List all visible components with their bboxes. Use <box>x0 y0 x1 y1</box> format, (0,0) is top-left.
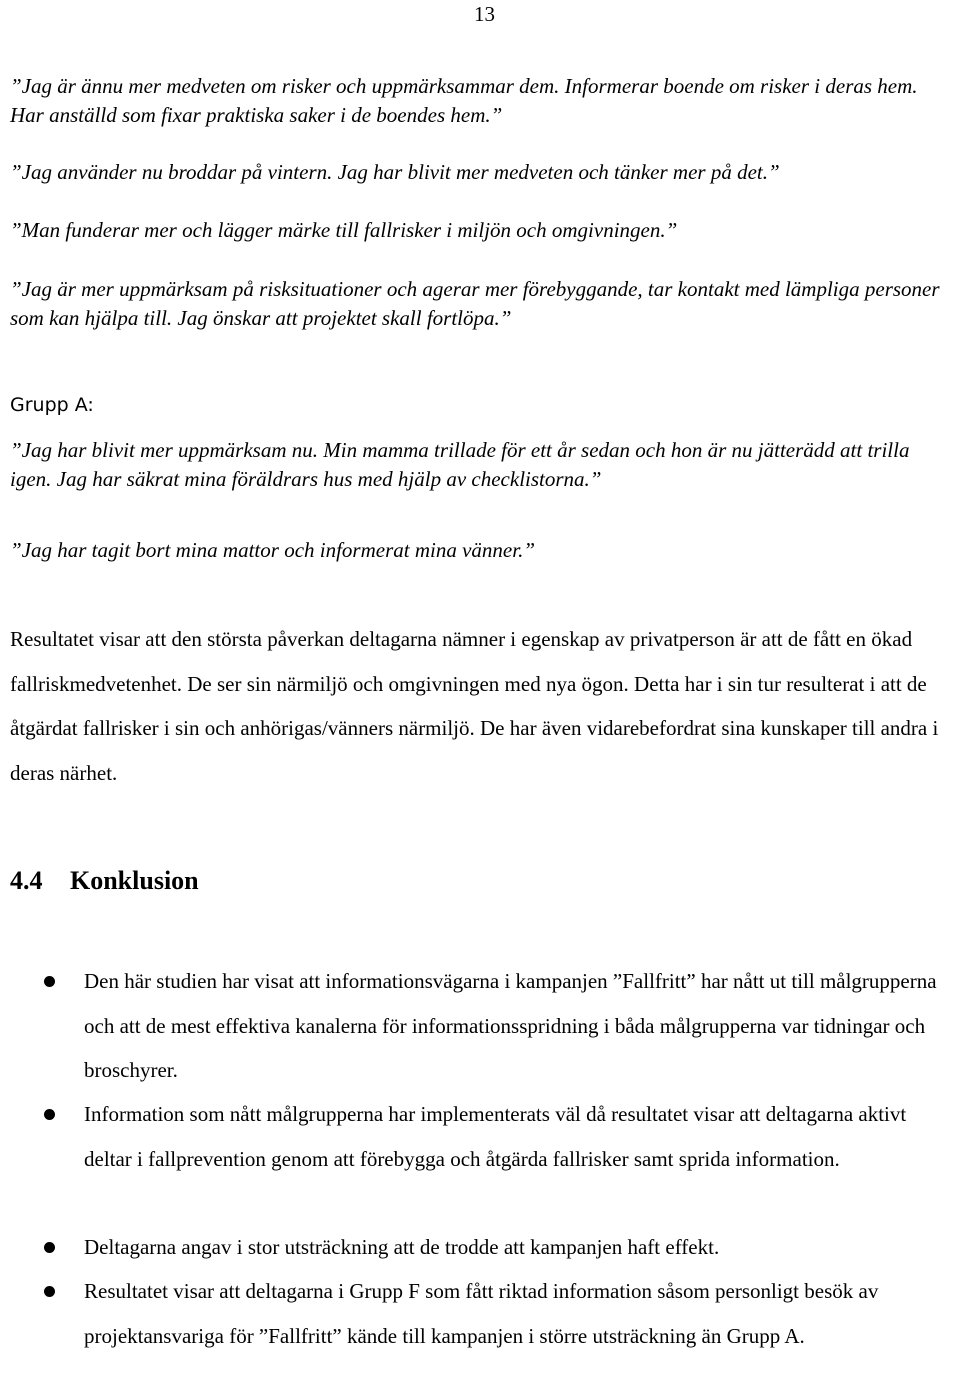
section-heading <box>10 866 199 896</box>
list-item <box>84 959 946 1093</box>
list-item-text: Information som nått målgrupperna har implementerats väl då resultatet visar att deltagarna aktivt deltar i fallprevention genom att förebygga och åtgärda fallrisker samt sprida information. <box>84 1102 907 1171</box>
quote: ”Jag har tagit bort mina mattor och informerat mina vänner.” <box>10 538 536 562</box>
quote: ”Jag är mer uppmärksam på risksituationer och agerar mer förebyggande, tar kontakt med lämpliga personer som kan hjälpa till. Jag önskar att projektet skall fortlöpa.” <box>10 277 940 330</box>
list-item <box>84 1225 946 1270</box>
bullet-icon <box>44 1286 55 1297</box>
quote: ”Jag har blivit mer uppmärksam nu. Min mamma trillade för ett år sedan och hon är nu jätterädd att trilla igen. Jag har säkrat mina föräldrars hus med hjälp av checklistorna.” <box>10 438 910 491</box>
quote: ”Man funderar mer och lägger märke till fallrisker i miljön och omgivningen.” <box>10 218 678 242</box>
bullet-icon <box>44 1109 55 1120</box>
list-item <box>84 1092 946 1181</box>
section-number: 4.4 <box>10 866 43 895</box>
section-title: Konklusion <box>70 866 199 895</box>
quote: ”Jag använder nu broddar på vintern. Jag har blivit mer medveten och tänker mer på det.” <box>10 160 780 184</box>
bullet-icon <box>44 1242 55 1253</box>
result-paragraph: Resultatet visar att den största påverkan deltagarna nämner i egenskap av privatperson är att de fått en ökad fallriskmedvetenhet. De ser sin närmiljö och omgivningen med nya ögon. Detta har i sin tur resulterat i att de åtgärdat fallrisker i sin och anhörigas/vänners närmiljö. De har även vidarebefordrat sina kunskaper till andra i deras närhet. <box>10 627 939 785</box>
page-number: 13 <box>474 2 495 26</box>
list-item-text: Deltagarna angav i stor utsträckning att de trodde att kampanjen haft effekt. <box>84 1235 720 1259</box>
list-item <box>84 1269 946 1358</box>
list-item-text: Den här studien har visat att informationsvägarna i kampanjen ”Fallfritt” har nått ut till målgrupperna och att de mest effektiva kanalerna för informationsspridning i båda målgrupperna var tidningar och broschyrer. <box>84 969 937 1082</box>
quote: ”Jag är ännu mer medveten om risker och uppmärksammar dem. Informerar boende om risker i deras hem. Har anställd som fixar praktiska saker i de boendes hem.” <box>10 74 918 127</box>
bullet-icon <box>44 976 55 987</box>
list-item-text: Resultatet visar att deltagarna i Grupp F som fått riktad information såsom personligt besök av projektansvariga för ”Fallfritt” kände till kampanjen i större utsträckning än Grupp A. <box>84 1279 879 1348</box>
group-label: Grupp A: <box>10 394 94 416</box>
